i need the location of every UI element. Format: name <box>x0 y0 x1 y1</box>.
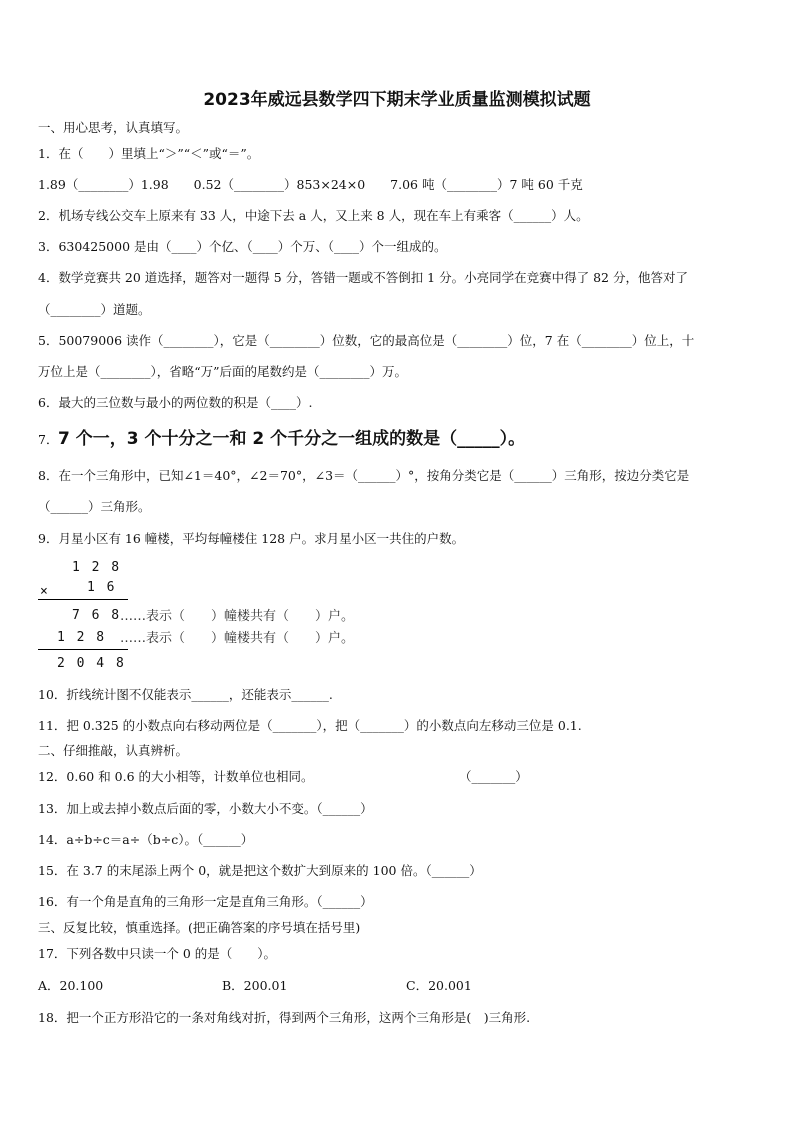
page-title: 2023年威远县数学四下期末学业质量监测模拟试题 <box>203 90 591 110</box>
calc-product: 2 0 4 8 <box>57 656 126 671</box>
calc-multiplicand: 1 2 8 <box>72 560 122 575</box>
question-1: 1．在（ ）里填上“＞”“＜”或“＝”。 <box>38 146 260 161</box>
question-4-line-1: 4．数学竞赛共 20 道选择，题答对一题得 5 分，答错一题或不答倒扣 1 分。小亮同学在竞赛中得了 82 分，他答对了 <box>38 270 688 285</box>
question-5-line-2: 万位上是（________），省略“万”后面的尾数约是（________）万。 <box>38 364 408 379</box>
question-4-line-2: （________）道题。 <box>38 302 151 317</box>
question-3: 3．630425000 是由（____）个亿、（____）个万、（____）个一组成的。 <box>38 239 447 254</box>
question-8-line-2: （______）三角形。 <box>38 499 151 514</box>
question-11: 11．把 0.325 的小数点向右移动两位是（_______），把（_______）的小数点向左移动三位是 0.1. <box>38 718 582 733</box>
question-17-option-b: B．200.01 <box>222 978 288 993</box>
question-7-number: 7． <box>38 432 59 447</box>
question-10: 10．折线统计图不仅能表示______，还能表示______. <box>38 687 333 702</box>
calc-note-1: ……表示（ ）幢楼共有（ ）户。 <box>120 609 355 624</box>
section-heading-2: 二、仔细推敲，认真辨析。 <box>38 743 189 758</box>
question-12-blank: （_______） <box>459 769 528 784</box>
question-2: 2．机场专线公交车上原来有 33 人，中途下去 a 人，又上来 8 人，现在车上有乘客（______）人。 <box>38 208 589 223</box>
question-16: 16．有一个角是直角的三角形一定是直角三角形。（______） <box>38 894 373 909</box>
question-6: 6．最大的三位数与最小的两位数的积是（____）. <box>38 395 313 410</box>
calc-multiplier: 1 6 <box>87 580 117 595</box>
question-5-line-1: 5．50079006 读作（________），它是（________）位数，它的最高位是（________）位，7 在（________）位上，十 <box>38 333 695 348</box>
calc-note-2: ……表示（ ）幢楼共有（ ）户。 <box>120 631 355 646</box>
question-17: 17．下列各数中只读一个 0 的是（ ）。 <box>38 946 277 961</box>
question-13: 13．加上或去掉小数点后面的零，小数大小不变。（______） <box>38 801 373 816</box>
question-9: 9．月星小区有 16 幢楼，平均每幢楼住 128 户。求月星小区一共住的户数。 <box>38 531 465 546</box>
section-heading-1: 一、用心思考，认真填写。 <box>38 120 189 135</box>
calc-rule-bottom <box>38 649 128 650</box>
question-15: 15．在 3.7 的末尾添上两个 0，就是把这个数扩大到原来的 100 倍。（______） <box>38 863 482 878</box>
question-12: 12．0.60 和 0.6 的大小相等，计数单位也相同。 <box>38 769 314 784</box>
calc-times-sign: × <box>40 584 50 599</box>
section-heading-3: 三、反复比较，慎重选择。(把正确答案的序号填在括号里) <box>38 920 361 935</box>
question-8-line-1: 8．在一个三角形中，已知∠1＝40°，∠2＝70°，∠3＝（______）°，按角分类它是（______）三角形，按边分类它是 <box>38 468 690 483</box>
question-17-option-c: C．20.001 <box>406 978 472 993</box>
question-14: 14．a÷b÷c＝a÷（b÷c）。（______） <box>38 832 254 847</box>
question-1-items: 1.89（________）1.98 0.52（________）853×24×0 7.06 吨（________）7 吨 60 千克 <box>38 177 583 192</box>
question-7: 7 个一，3 个十分之一和 2 个千分之一组成的数是（_____）。 <box>58 429 526 449</box>
calc-partial-1: 7 6 8 <box>72 608 122 623</box>
question-17-option-a: A．20.100 <box>38 978 104 993</box>
calc-rule-top <box>38 599 128 600</box>
question-18: 18．把一个正方形沿它的一条对角线对折，得到两个三角形，这两个三角形是( )三角形. <box>38 1010 531 1025</box>
calc-partial-2: 1 2 8 <box>57 630 107 645</box>
